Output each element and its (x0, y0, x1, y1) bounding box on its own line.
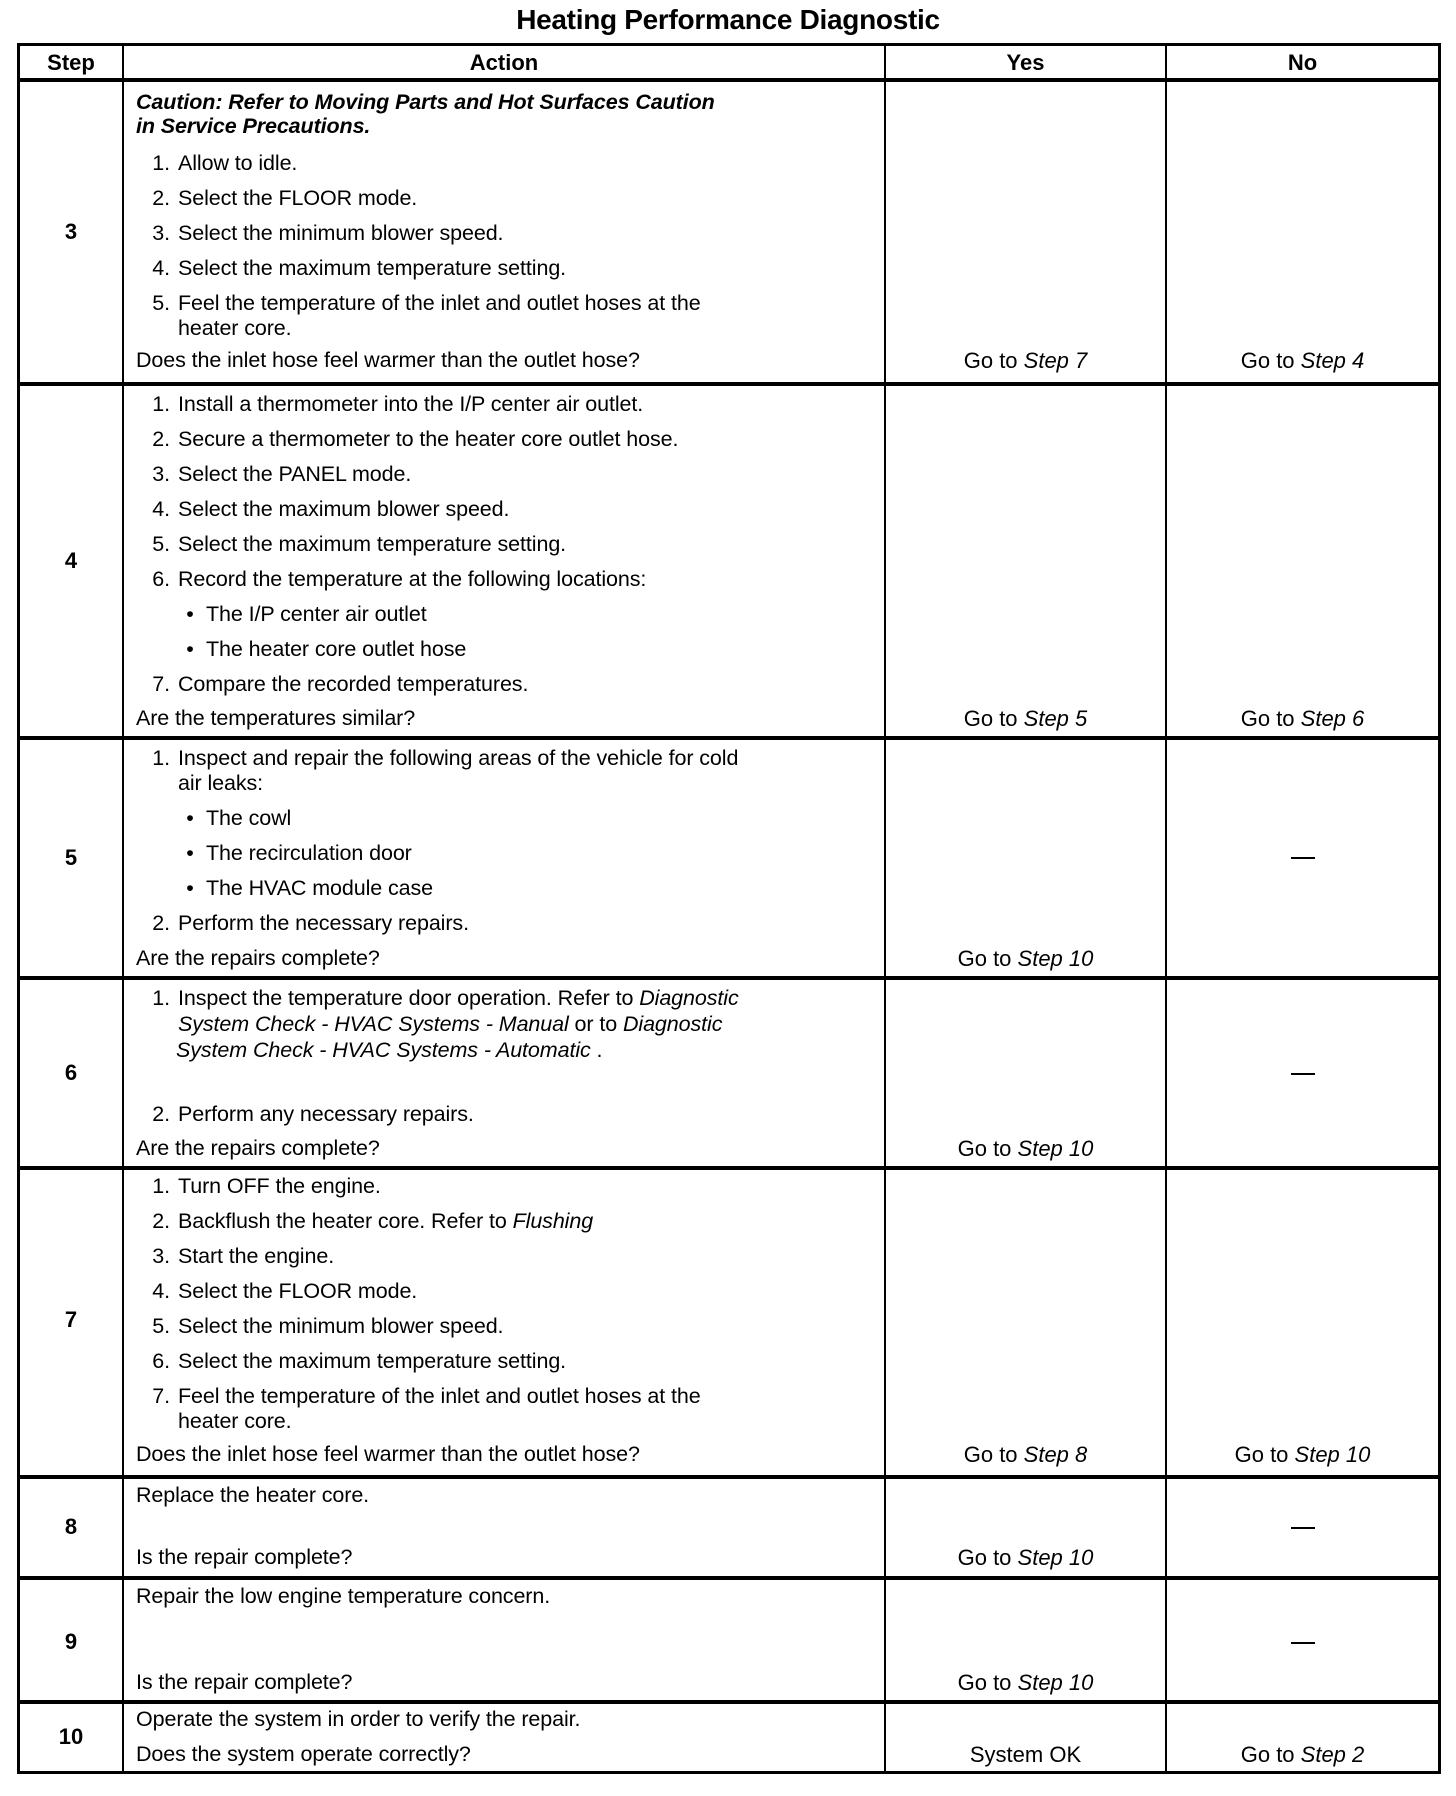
table-header-row (20, 46, 1438, 79)
list-item: 7. Compare the recorded temperatures. (152, 672, 529, 696)
list-item: 2. Perform the necessary repairs. (152, 911, 469, 935)
bullet-icon: • (186, 806, 194, 830)
step-link[interactable]: Step 10 (1017, 1545, 1094, 1570)
header-action: Action (124, 46, 886, 79)
list-item: 5. Select the minimum blower speed. (152, 1314, 504, 1338)
question-text: Does the inlet hose feel warmer than the outlet hose? (136, 1442, 640, 1466)
action-text: Repair the low engine temperature concern. (136, 1584, 551, 1608)
list-item: 4. Select the FLOOR mode. (152, 1279, 418, 1303)
list-item-continuation: System Check - HVAC Systems - Automatic . (176, 1038, 603, 1062)
table-row-step-9 (20, 1580, 1438, 1700)
bullet-icon: • (186, 637, 194, 661)
action-cell (124, 1479, 886, 1576)
action-cell (124, 1704, 886, 1771)
step-link[interactable]: Step 4 (1300, 348, 1365, 373)
step-link[interactable]: Step 8 (1023, 1442, 1088, 1467)
bullet-icon: • (186, 876, 194, 900)
reference-link[interactable]: Diagnostic (622, 1012, 723, 1036)
action-text: Replace the heater core. (136, 1483, 370, 1507)
step-number: 3 (64, 219, 78, 244)
yes-answer: Go to Step 10 (957, 1670, 1094, 1695)
step-link[interactable]: Step 6 (1300, 706, 1365, 731)
bullet-item: • The recirculation door (178, 841, 412, 866)
list-item: 6. Select the maximum temperature setting. (152, 1349, 567, 1373)
step-link[interactable]: Step 2 (1300, 1742, 1365, 1767)
action-cell (124, 1170, 886, 1475)
list-item: 2. Select the FLOOR mode. (152, 186, 418, 210)
list-item: 1. Install a thermometer into the I/P center air outlet. (152, 392, 644, 416)
action-cell (124, 980, 886, 1166)
step-number: 4 (64, 548, 78, 573)
step-link[interactable]: Step 10 (1017, 946, 1094, 971)
no-answer: Go to Step 6 (1240, 706, 1365, 731)
question-text: Does the system operate correctly? (136, 1742, 471, 1766)
table-row-step-10 (20, 1704, 1438, 1771)
table-row-step-3 (20, 82, 1438, 382)
question-text: Are the repairs complete? (136, 946, 380, 970)
caution-text: in Service Precautions. (136, 114, 371, 138)
bullet-item: • The I/P center air outlet (178, 602, 427, 627)
list-item-continuation: heater core. (178, 316, 292, 340)
table-row-step-4 (20, 386, 1438, 736)
list-item: 2. Perform any necessary repairs. (152, 1102, 474, 1126)
caution-text: Caution: Refer to Moving Parts and Hot Surfaces Caution (136, 90, 715, 114)
bullet-item: • The HVAC module case (178, 876, 433, 901)
page-title: Heating Performance Diagnostic (516, 4, 940, 35)
list-item: 1. Turn OFF the engine. (152, 1174, 381, 1198)
step-number: 7 (64, 1307, 78, 1332)
step-number: 5 (64, 845, 78, 870)
no-answer-dash (1291, 1073, 1315, 1075)
list-item: 3. Start the engine. (152, 1244, 335, 1268)
step-link[interactable]: Step 5 (1023, 706, 1088, 731)
no-answer: Go to Step 10 (1234, 1442, 1371, 1467)
question-text: Is the repair complete? (136, 1545, 353, 1569)
table-row-step-5 (20, 740, 1438, 976)
no-answer-dash (1291, 1527, 1315, 1529)
list-item: 3. Select the minimum blower speed. (152, 221, 504, 245)
diagnostic-table (17, 43, 1441, 1774)
header-no: No (1287, 49, 1318, 75)
step-link[interactable]: Step 10 (1017, 1136, 1094, 1161)
step-number: 6 (64, 1060, 78, 1085)
step-link[interactable]: Step 7 (1023, 348, 1088, 373)
step-number: 10 (58, 1724, 84, 1749)
list-item: 6. Record the temperature at the following locations: (152, 567, 647, 591)
list-item: 4. Select the maximum blower speed. (152, 497, 510, 521)
action-text: Operate the system in order to verify the repair. (136, 1707, 581, 1731)
no-answer-dash (1291, 857, 1315, 859)
action-cell (124, 740, 886, 976)
list-item-continuation: air leaks: (178, 771, 264, 795)
yes-answer: System OK (969, 1742, 1082, 1767)
action-cell (124, 386, 886, 736)
bullet-icon: • (186, 841, 194, 865)
list-item: 2. Backflush the heater core. Refer to Flushing (152, 1209, 594, 1233)
no-answer: Go to Step 2 (1240, 1742, 1365, 1767)
no-answer: Go to Step 4 (1240, 348, 1365, 373)
list-item: 4. Select the maximum temperature setting. (152, 256, 567, 280)
yes-answer: Go to Step 10 (957, 1136, 1094, 1161)
action-cell (124, 1580, 886, 1700)
question-text: Are the repairs complete? (136, 1136, 380, 1160)
list-item: 7. Feel the temperature of the inlet and outlet hoses at the (152, 1384, 701, 1408)
yes-answer: Go to Step 7 (963, 348, 1088, 373)
header-step: Step (20, 46, 124, 79)
question-text: Are the temperatures similar? (136, 706, 416, 730)
reference-link[interactable]: System Check - HVAC Systems - Manual (178, 1012, 569, 1036)
yes-answer: Go to Step 5 (963, 706, 1088, 731)
bullet-item: • The heater core outlet hose (178, 637, 466, 662)
step-number: 9 (64, 1629, 78, 1654)
reference-link[interactable]: Diagnostic (639, 986, 739, 1010)
table-row-step-6 (20, 980, 1438, 1166)
question-text: Is the repair complete? (136, 1670, 353, 1694)
yes-answer: Go to Step 10 (957, 1545, 1094, 1570)
question-text: Does the inlet hose feel warmer than the outlet hose? (136, 348, 640, 372)
list-item: 2. Secure a thermometer to the heater core outlet hose. (152, 427, 679, 451)
list-item: 5. Feel the temperature of the inlet and outlet hoses at the (152, 291, 701, 315)
list-item: 1. Inspect the temperature door operation. Refer to Diagnostic (152, 986, 739, 1010)
bullet-icon: • (186, 602, 194, 626)
reference-link[interactable]: Flushing (512, 1209, 594, 1233)
bullet-item: • The cowl (178, 806, 291, 831)
header-yes: Yes (886, 46, 1167, 79)
list-item: 3. Select the PANEL mode. (152, 462, 412, 486)
list-item-continuation: System Check - HVAC Systems - Manual or to Diagnostic (178, 1012, 723, 1036)
reference-link[interactable]: System Check - HVAC Systems - Automatic (176, 1038, 591, 1062)
no-answer-dash (1291, 1642, 1315, 1644)
step-number: 8 (64, 1514, 78, 1539)
step-link[interactable]: Step 10 (1294, 1442, 1371, 1467)
list-item: 1. Allow to idle. (152, 151, 298, 175)
action-cell (124, 82, 886, 382)
list-item: 5. Select the maximum temperature setting. (152, 532, 567, 556)
list-item: 1. Inspect and repair the following areas of the vehicle for cold (152, 746, 739, 770)
yes-answer: Go to Step 10 (957, 946, 1094, 971)
table-row-step-8 (20, 1479, 1438, 1576)
list-item-continuation: heater core. (178, 1409, 292, 1433)
step-link[interactable]: Step 10 (1017, 1670, 1094, 1695)
yes-answer: Go to Step 8 (963, 1442, 1088, 1467)
table-row-step-7 (20, 1170, 1438, 1475)
